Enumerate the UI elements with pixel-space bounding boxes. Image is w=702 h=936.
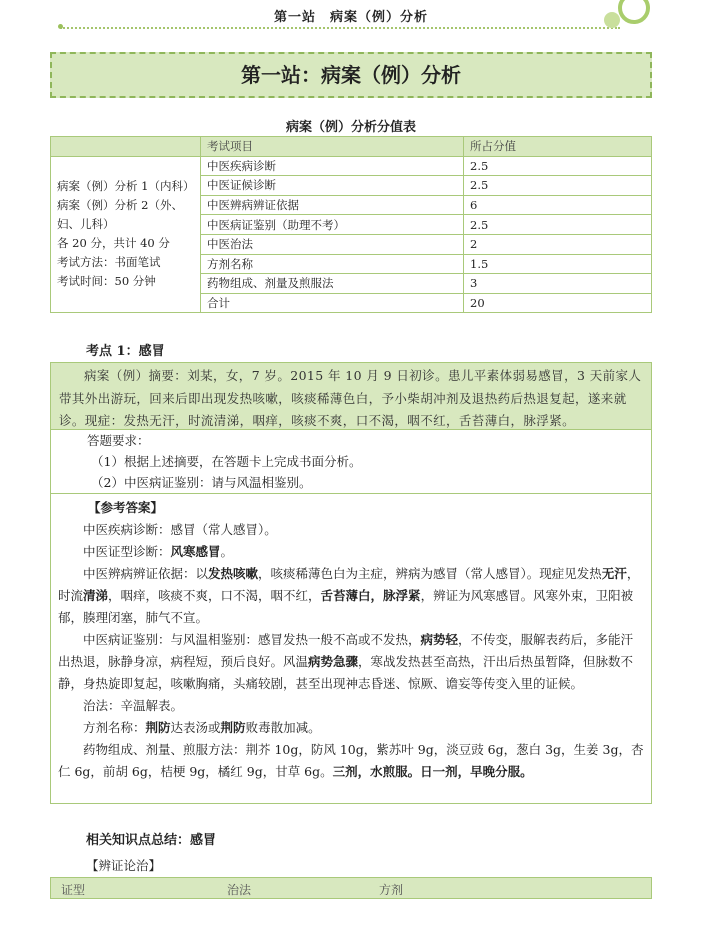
table-cell-item: 中医疾病诊断 xyxy=(201,156,464,176)
exam-info-line: 考试方法：书面笔试 xyxy=(57,255,161,270)
table-cell-score: 2.5 xyxy=(464,156,652,176)
requirement-item: （1）根据上述摘要，在答题卡上完成书面分析。 xyxy=(91,454,362,469)
table-cell-score: 3 xyxy=(464,274,652,294)
text: ，咳痰稀薄色白为主症，辨病为感冒（常人感冒）。现症见发热 xyxy=(258,566,602,581)
table-cell-item: 药物组成、剂量及煎服法 xyxy=(201,274,464,294)
keyword: 风寒感冒 xyxy=(170,544,221,559)
header-divider xyxy=(60,27,620,29)
answer-diagnosis-basis xyxy=(58,563,644,629)
knowledge-summary-title: 相关知识点总结：感冒 xyxy=(86,833,217,848)
table-cell-score: 2 xyxy=(464,234,652,254)
text: 药物组成、剂量、煎服方法：荆芥 10g，防风 10g，紫苏叶 9g，淡豆豉 6g，葱白 3g，生姜 3g，杏仁 6g，前胡 6g，桔梗 9g，橘红 9g，甘草 6g。 xyxy=(58,742,644,779)
column-header-score: 所占分值 xyxy=(464,137,652,157)
keyword: 荆防 xyxy=(145,720,171,735)
text: 中医辨病辨证依据：以 xyxy=(83,566,209,581)
table-cell-item: 合计 xyxy=(201,293,464,313)
exam-info-line: 妇、儿科） xyxy=(57,217,115,232)
keyword: 无汗 xyxy=(601,566,627,581)
score-table-caption: 病案（例）分析分值表 xyxy=(285,120,416,135)
answer-disease-diagnosis: 中医疾病诊断：感冒（常人感冒）。 xyxy=(83,522,277,537)
keyword: 舌苔薄白，脉浮紧 xyxy=(320,588,421,603)
exam-info-line: 病案（例）分析 1（内科） xyxy=(57,179,195,194)
requirement-item: （2）中医病证鉴别：请与风温相鉴别。 xyxy=(91,475,312,490)
text: 方剂名称： xyxy=(83,720,146,735)
table-cell-score: 2.5 xyxy=(464,176,652,196)
table-cell-item: 中医病证鉴别（助理不考） xyxy=(201,215,464,235)
keyword: 荆防 xyxy=(220,720,246,735)
column-header-item: 考试项目 xyxy=(201,137,464,157)
text: ，寒战发热甚至高热，汗出后热虽暂降，但脉数不静，身热旋即复起，咳嗽胸痛，头痛较剧，甚至出现神志昏迷、惊厥、谵妄等传变入里的证候。 xyxy=(58,654,634,691)
keyword: 病势急骤 xyxy=(308,654,359,669)
text: 中医证型诊断： xyxy=(83,544,171,559)
keyword: 三剂，水煎服。日一剂，早晚分服。 xyxy=(332,764,533,779)
text: ，咽痒，咳痰不爽，口不渴，咽不红， xyxy=(108,588,321,603)
page-header-title: 第一站 病案（例）分析 xyxy=(273,10,428,25)
keyword: 发热咳嗽 xyxy=(208,566,259,581)
column-header-method: 治法 xyxy=(227,883,252,897)
keyword: 清涕 xyxy=(83,588,109,603)
text: ，辨证为风寒感冒。风寒外束，卫阳被郁，腠理闭塞，肺气不宣。 xyxy=(58,588,634,625)
table-row xyxy=(51,156,652,176)
table-cell-item: 方剂名称 xyxy=(201,254,464,274)
score-table xyxy=(50,136,652,313)
column-header-formula: 方剂 xyxy=(379,883,404,897)
answer-syndrome-diagnosis xyxy=(58,541,644,563)
text: 。 xyxy=(220,544,234,559)
exam-info-line: 各 20 分，共计 40 分 xyxy=(57,236,170,251)
exam-info-line: 考试时间：50 分钟 xyxy=(57,274,156,289)
table-cell-item: 中医辨病辨证依据 xyxy=(201,195,464,215)
answer-differential xyxy=(58,629,644,695)
column-header-syndrome: 证型 xyxy=(61,883,86,897)
table-cell-score: 20 xyxy=(464,293,652,313)
section-title-point1: 考点 1：感冒 xyxy=(86,344,165,359)
score-table-corner xyxy=(51,137,201,157)
station-banner: 第一站：病案（例）分析 xyxy=(50,52,652,98)
table-cell-score: 6 xyxy=(464,195,652,215)
exam-info-cell xyxy=(51,156,201,313)
table-cell-score: 2.5 xyxy=(464,215,652,235)
reference-answer-box xyxy=(50,493,652,804)
exam-info-line: 病案（例）分析 2（外、 xyxy=(57,198,183,213)
text: 中医病证鉴别：与风温相鉴别：感冒发热一般不高或不发热， xyxy=(83,632,421,647)
score-table-header xyxy=(51,137,652,157)
syndrome-treatment-subtitle: 【辨证论治】 xyxy=(86,858,162,873)
table-cell-item: 中医治法 xyxy=(201,234,464,254)
keyword: 病势轻 xyxy=(420,632,459,647)
requirement-label: 答题要求： xyxy=(87,433,150,448)
answer-treatment-method: 治法：辛温解表。 xyxy=(83,698,184,713)
text: 达表汤或 xyxy=(170,720,221,735)
header-decoration-circle-small xyxy=(604,12,620,28)
case-summary: 病案（例）摘要：刘某，女，7 岁。2015 年 10 月 9 日初诊。患儿平素体弱易感冒，3 天前家人带其外出游玩，回来后即出现发热咳嗽，咳痰稀薄色白，予小柴胡冲剂及退热药后热退复起，遂来就诊。现症：发热无汗，时流清涕，咽痒，咳痰不爽，口不渴，咽不红，舌苔薄白，脉浮紧。 xyxy=(50,362,652,430)
answer-label: 【参考答案】 xyxy=(88,500,164,515)
text: ，时流 xyxy=(58,566,640,603)
syndrome-table-header xyxy=(50,877,652,899)
table-cell-score: 1.5 xyxy=(464,254,652,274)
answer-drug-composition xyxy=(58,739,644,783)
header-dot xyxy=(58,24,63,29)
table-cell-item: 中医证候诊断 xyxy=(201,176,464,196)
text: 败毒散加减。 xyxy=(245,720,321,735)
answer-formula-name xyxy=(58,717,644,739)
text: ，不传变，服解表药后，多能汗出热退，脉静身凉，病程短，预后良好。风温 xyxy=(58,632,634,669)
answer-requirements xyxy=(50,430,652,494)
